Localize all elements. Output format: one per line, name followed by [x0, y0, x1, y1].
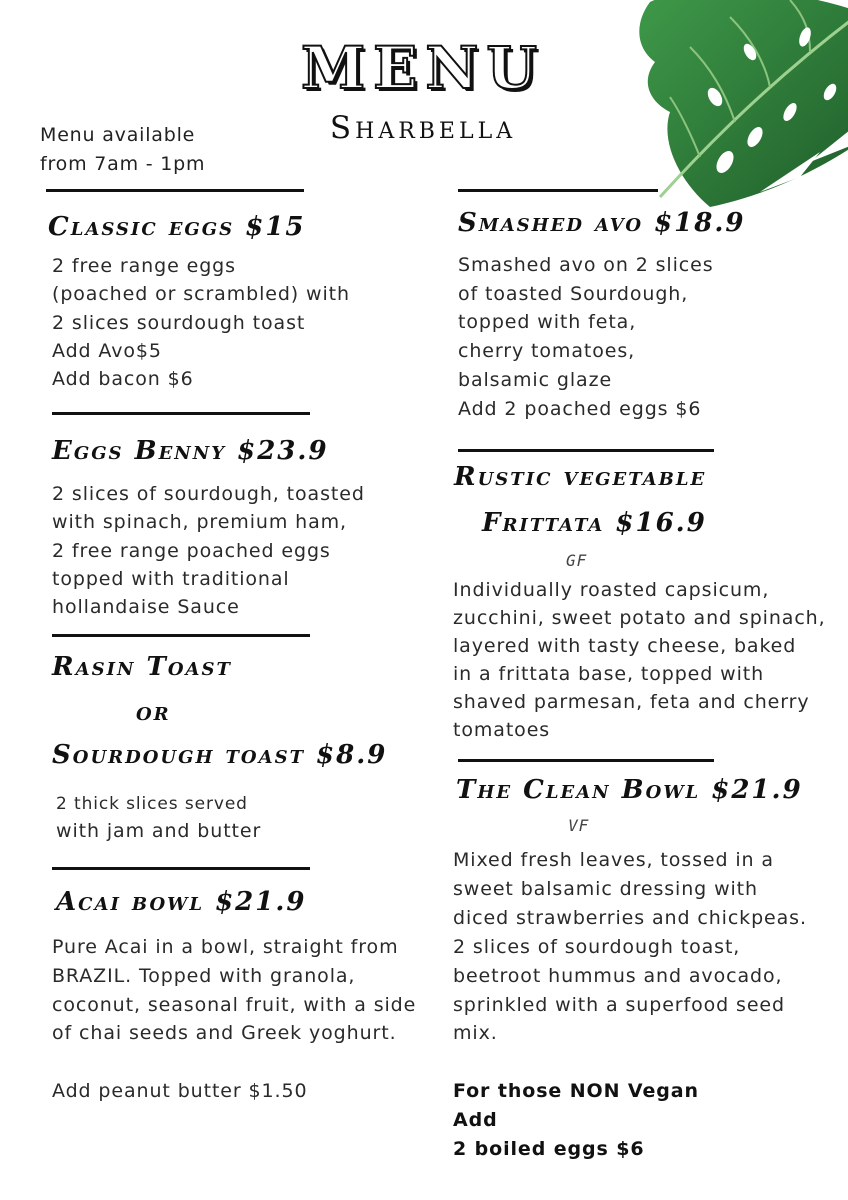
item-title-or: or — [136, 697, 171, 727]
availability-note — [40, 121, 205, 179]
item-desc-toast-line-2: with jam and butter — [56, 820, 262, 842]
item-title-classic-eggs: Classic eggs $15 — [48, 212, 306, 242]
item-title-acai-bowl: Acai bowl $21.9 — [56, 887, 307, 917]
divider — [458, 759, 714, 762]
item-desc-eggs-benny: 2 slices of sourdough, toasted with spinach, premium ham, 2 free range poached eggs topped with traditional hollandaise Sauce — [52, 483, 365, 619]
item-title-clean-bowl: The Clean Bowl $21.9 — [456, 775, 803, 805]
item-desc-frittata: Individually roasted capsicum, zucchini, sweet potato and spinach, layered with tasty cheese, baked in a frittata base, topped with shaved parmesan, feta and cherry tomatoes — [453, 579, 826, 742]
item-title-frittata: Frittata $16.9 — [482, 508, 707, 538]
item-desc-classic-eggs: 2 free range eggs (poached or scrambled) with 2 slices sourdough toast Add Avo$5 Add bacon $6 — [52, 255, 350, 391]
restaurant-name: Sharbella — [329, 110, 517, 146]
item-desc-clean-bowl: Mixed fresh leaves, tossed in a sweet balsamic dressing with diced strawberries and chickpeas. 2 slices of sourdough toast, beetroot hummus and avocado, sprinkled with a superfood seed mix. — [453, 849, 807, 1045]
item-desc-smashed-avo: Smashed avo on 2 slices of toasted Sourdough, topped with feta, cherry tomatoes, balsamic glaze Add 2 poached eggs $6 — [458, 254, 714, 420]
monstera-leaf-icon — [630, 0, 848, 217]
item-title-sourdough-toast: Sourdough toast $8.9 — [52, 740, 388, 770]
divider — [46, 189, 304, 192]
divider — [52, 412, 310, 415]
item-title-smashed-avo: Smashed avo $18.9 — [458, 208, 746, 238]
item-title-rasin-toast: Rasin Toast — [52, 652, 232, 682]
divider — [52, 867, 310, 870]
non-vegan-addon-note: For those NON Vegan Add 2 boiled eggs $6 — [453, 1080, 699, 1160]
item-addon-acai-bowl: Add peanut butter $1.50 — [52, 1080, 308, 1102]
item-title-eggs-benny: Eggs Benny $23.9 — [52, 436, 329, 466]
item-desc-toast-line-1: 2 thick slices served — [56, 794, 248, 814]
menu-title: MENU — [300, 34, 545, 102]
gluten-free-tag: GF — [566, 551, 588, 570]
availability-line-1: Menu available — [40, 124, 196, 146]
divider — [52, 634, 310, 637]
divider — [458, 189, 658, 192]
divider — [458, 449, 714, 452]
vegan-friendly-tag: VF — [568, 816, 590, 835]
availability-line-2: from 7am - 1pm — [40, 153, 206, 175]
item-title-rustic-vegetable: Rustic vegetable — [454, 462, 707, 492]
item-desc-acai-bowl: Pure Acai in a bowl, straight from BRAZIL. Topped with granola, coconut, seasonal fruit, with a side of chai seeds and Greek yoghurt. — [52, 936, 417, 1045]
